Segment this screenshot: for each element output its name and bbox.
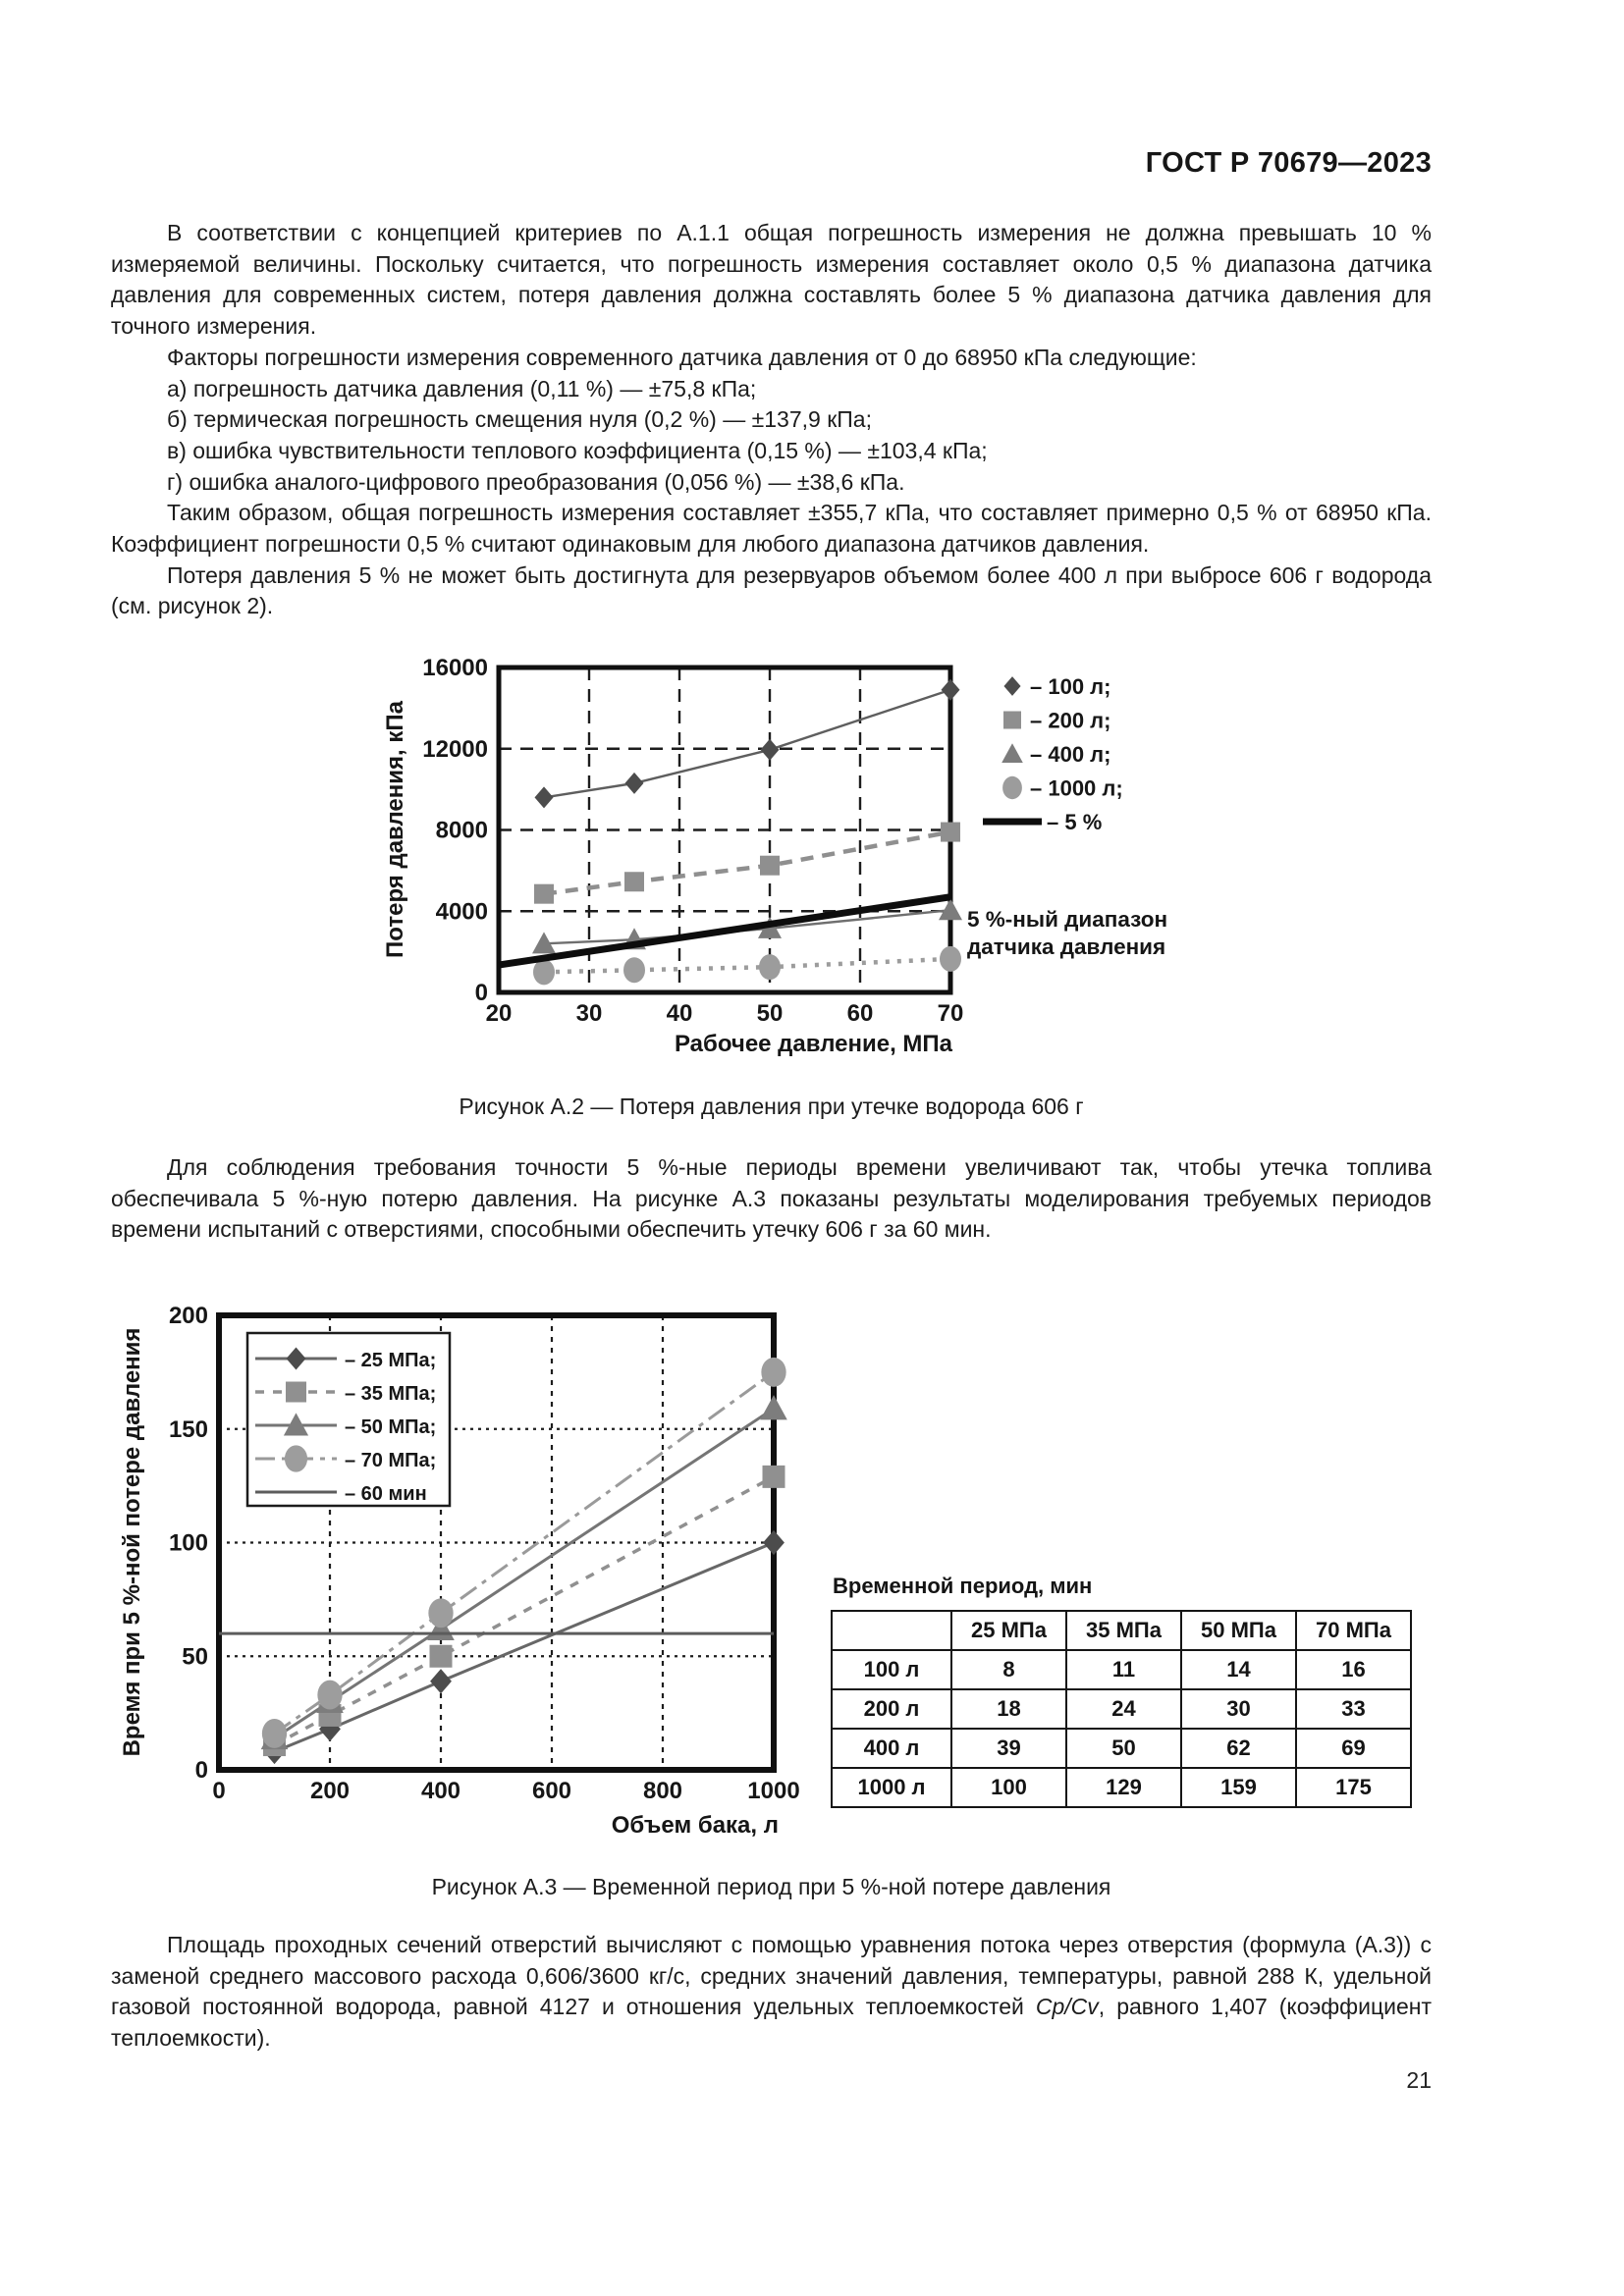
row-label: 100 л bbox=[832, 1650, 951, 1689]
svg-text:800: 800 bbox=[642, 1778, 683, 1804]
svg-text:60: 60 bbox=[846, 1000, 874, 1027]
circle-marker bbox=[428, 1598, 453, 1628]
table-row bbox=[832, 1768, 1411, 1807]
svg-text:– 50 МПа;: – 50 МПа; bbox=[345, 1416, 437, 1438]
table-cell: 69 bbox=[1296, 1729, 1411, 1768]
square-marker bbox=[760, 856, 780, 876]
square-marker bbox=[1003, 712, 1021, 729]
svg-text:200: 200 bbox=[309, 1778, 351, 1804]
table-corner-cell bbox=[832, 1611, 951, 1650]
paragraph-total-error: Таким образом, общая погрешность измерения составляет ±355,7 кПа, что составляет примерно 0,5 % от 68950 кПа. Коэффициент погрешности 0,5 % считают одинаковым для любого диапазона датчиков давления. bbox=[111, 500, 1432, 558]
text-block-top bbox=[111, 218, 1432, 622]
triangle-marker bbox=[1001, 743, 1023, 763]
svg-text:8000: 8000 bbox=[435, 817, 488, 844]
table-title: Временной период, мин bbox=[833, 1574, 1093, 1598]
row-label: 200 л bbox=[832, 1689, 951, 1729]
square-marker bbox=[624, 872, 644, 891]
cp-cv-symbol: Cp/Cv bbox=[1035, 1994, 1099, 2020]
square-marker bbox=[286, 1382, 306, 1403]
diamond-marker bbox=[763, 1530, 785, 1555]
diamond-marker bbox=[535, 786, 554, 808]
diamond-marker bbox=[761, 739, 780, 761]
table-cell: 175 bbox=[1296, 1768, 1411, 1807]
diamond-marker bbox=[1003, 676, 1020, 696]
diamond-marker bbox=[430, 1669, 452, 1693]
svg-text:50: 50 bbox=[756, 1000, 784, 1027]
square-marker bbox=[941, 823, 960, 842]
table-cell: 159 bbox=[1181, 1768, 1296, 1807]
figure-a2-chart bbox=[378, 636, 1173, 1073]
svg-text:– 25 МПа;: – 25 МПа; bbox=[345, 1350, 437, 1371]
circle-marker bbox=[623, 957, 645, 983]
table-cell: 62 bbox=[1181, 1729, 1296, 1768]
svg-text:0: 0 bbox=[212, 1778, 226, 1804]
table-cell: 39 bbox=[951, 1729, 1066, 1768]
table-cell: 18 bbox=[951, 1689, 1066, 1729]
table-cell: 16 bbox=[1296, 1650, 1411, 1689]
svg-text:– 1000 л;: – 1000 л; bbox=[1030, 775, 1123, 801]
circle-marker bbox=[317, 1681, 342, 1710]
list-item-a: а) погрешность датчика давления (0,11 %) — ±75,8 кПа; bbox=[167, 375, 757, 401]
svg-text:– 100 л;: – 100 л; bbox=[1030, 674, 1111, 699]
svg-text:– 60 мин: – 60 мин bbox=[345, 1483, 427, 1505]
page-number: 21 bbox=[1406, 2067, 1432, 2093]
svg-text:1000: 1000 bbox=[747, 1778, 800, 1804]
svg-text:150: 150 bbox=[168, 1415, 208, 1443]
diamond-marker bbox=[625, 773, 644, 794]
svg-text:40: 40 bbox=[666, 1000, 693, 1027]
series-0 bbox=[535, 679, 960, 809]
table-cell: 11 bbox=[1066, 1650, 1181, 1689]
circle-marker bbox=[759, 954, 781, 980]
time-period-table bbox=[831, 1610, 1412, 1808]
list-item-g: г) ошибка аналого-цифрового преобразования (0,056 %) — ±38,6 кПа. bbox=[167, 468, 905, 495]
chart-legend bbox=[247, 1333, 450, 1506]
table-cell: 14 bbox=[1181, 1650, 1296, 1689]
table-col-header: 35 МПа bbox=[1066, 1611, 1181, 1650]
time-period-table-block bbox=[831, 1574, 1412, 1808]
table-cell: 33 bbox=[1296, 1689, 1411, 1729]
text-block-middle bbox=[111, 1152, 1432, 1246]
svg-text:16000: 16000 bbox=[422, 655, 488, 681]
table-cell: 50 bbox=[1066, 1729, 1181, 1768]
circle-marker bbox=[533, 959, 555, 985]
y-axis-label: Время при 5 %-ной потере давления bbox=[119, 1327, 145, 1757]
svg-text:400: 400 bbox=[420, 1778, 461, 1804]
chart-annotation bbox=[967, 907, 1167, 959]
figure-a2-caption: Рисунок А.2 — Потеря давления при утечке водорода 606 г bbox=[459, 1094, 1084, 1119]
svg-text:0: 0 bbox=[194, 1757, 208, 1784]
svg-text:50: 50 bbox=[182, 1643, 208, 1671]
table-cell: 129 bbox=[1066, 1768, 1181, 1807]
paragraph-orifice-area-part2: , равного 1,407 (коэффициент теплоемкости). bbox=[111, 1994, 1433, 2052]
svg-text:600: 600 bbox=[531, 1778, 572, 1804]
table-row bbox=[832, 1689, 1411, 1729]
paragraph-error-factors-intro: Факторы погрешности измерения современного датчика давления от 0 до 68950 кПа следующие: bbox=[167, 344, 1197, 370]
document-header: ГОСТ Р 70679—2023 bbox=[1145, 147, 1432, 179]
axis-ticks bbox=[422, 655, 963, 1027]
table-cell: 30 bbox=[1181, 1689, 1296, 1729]
paragraph-time-periods: Для соблюдения требования точности 5 %-ные периоды времени увеличивают так, чтобы утечка топлива обеспечивала 5 %-ную потерю давления. На рисунке А.3 показаны результаты моделирования требуемых периодов времени испытаний с отверстиями, способными обеспечить утечку 606 г за 60 мин. bbox=[111, 1154, 1432, 1243]
table-cell: 24 bbox=[1066, 1689, 1181, 1729]
svg-text:30: 30 bbox=[575, 1000, 603, 1027]
table-col-header: 25 МПа bbox=[951, 1611, 1066, 1650]
series-4 bbox=[499, 897, 950, 965]
svg-text:– 400 л;: – 400 л; bbox=[1030, 742, 1111, 767]
svg-text:0: 0 bbox=[474, 980, 488, 1006]
paragraph-orifice-area-part1: Площадь проходных сечений отверстий вычисляют с помощью уравнения потока через отверстия (формула (А.3)) с заменой среднего массового расхода 0,606/3600 кг/с, средних значений давления, температуры, равной 288 К, удельной газовой постоянной водорода, равной 4127 и отношения удельных теплоемкостей bbox=[111, 1932, 1432, 2020]
square-marker bbox=[430, 1645, 453, 1668]
svg-text:100: 100 bbox=[168, 1529, 208, 1557]
row-label: 1000 л bbox=[832, 1768, 951, 1807]
table-cell: 100 bbox=[951, 1768, 1066, 1807]
svg-text:70: 70 bbox=[937, 1000, 964, 1027]
table-header-row bbox=[832, 1611, 1411, 1650]
circle-marker bbox=[940, 946, 961, 972]
row-label: 400 л bbox=[832, 1729, 951, 1768]
table-row bbox=[832, 1650, 1411, 1689]
circle-marker bbox=[761, 1358, 785, 1387]
svg-text:20: 20 bbox=[485, 1000, 513, 1027]
circle-marker bbox=[262, 1719, 287, 1748]
square-marker bbox=[534, 884, 554, 904]
svg-text:12000: 12000 bbox=[422, 735, 488, 763]
svg-text:– 70 МПа;: – 70 МПа; bbox=[345, 1450, 437, 1471]
diamond-marker bbox=[942, 679, 960, 701]
series-0 bbox=[264, 1530, 785, 1764]
y-axis-label: Потеря давления, кПа bbox=[382, 701, 408, 958]
x-axis-label: Объем бака, л bbox=[611, 1812, 779, 1839]
x-axis-label: Рабочее давление, МПа bbox=[674, 1031, 952, 1057]
table-cell: 8 bbox=[951, 1650, 1066, 1689]
svg-text:– 5 %: – 5 % bbox=[1047, 810, 1103, 834]
square-marker bbox=[763, 1466, 785, 1488]
chart-legend bbox=[983, 674, 1123, 834]
svg-text:– 200 л;: – 200 л; bbox=[1030, 708, 1111, 733]
list-item-v: в) ошибка чувствительности теплового коэффициента (0,15 %) — ±103,4 кПа; bbox=[167, 437, 988, 463]
figure-a3-caption: Рисунок А.3 — Временной период при 5 %-ной потере давления bbox=[431, 1874, 1111, 1899]
paragraph-accuracy-concept: В соответствии с концепцией критериев по А.1.1 общая погрешность измерения не должна превышать 10 % измеряемой величины. Поскольку считается, что погрешность измерения составляет около 0,5 % диапазона датчика давления для современных систем, потеря давления должна составлять более 5 % диапазона датчика давления для точного измерения. bbox=[111, 220, 1432, 340]
svg-text:5 %-ный диапазон: 5 %-ный диапазон bbox=[967, 907, 1168, 932]
list-item-b: б) термическая погрешность смещения нуля (0,2 %) — ±137,9 кПа; bbox=[167, 406, 872, 433]
table-col-header: 50 МПа bbox=[1181, 1611, 1296, 1650]
svg-text:– 35 МПа;: – 35 МПа; bbox=[345, 1383, 437, 1405]
figure-a3-chart bbox=[113, 1301, 812, 1850]
table-col-header: 70 МПа bbox=[1296, 1611, 1411, 1650]
circle-marker bbox=[1002, 776, 1022, 799]
paragraph-pressure-loss-limit: Потеря давления 5 % не может быть достигнута для резервуаров объемом более 400 л при выбросе 606 г водорода (см. рисунок 2). bbox=[111, 561, 1432, 619]
series-1 bbox=[534, 823, 960, 904]
svg-text:200: 200 bbox=[168, 1303, 208, 1329]
text-block-bottom bbox=[111, 1930, 1432, 2055]
table-row bbox=[832, 1729, 1411, 1768]
paragraph-orifice-area bbox=[111, 1930, 1432, 2055]
circle-marker bbox=[285, 1445, 307, 1471]
svg-text:4000: 4000 bbox=[435, 898, 488, 926]
triangle-marker bbox=[760, 1395, 787, 1419]
svg-text:датчика давления: датчика давления bbox=[967, 934, 1166, 959]
